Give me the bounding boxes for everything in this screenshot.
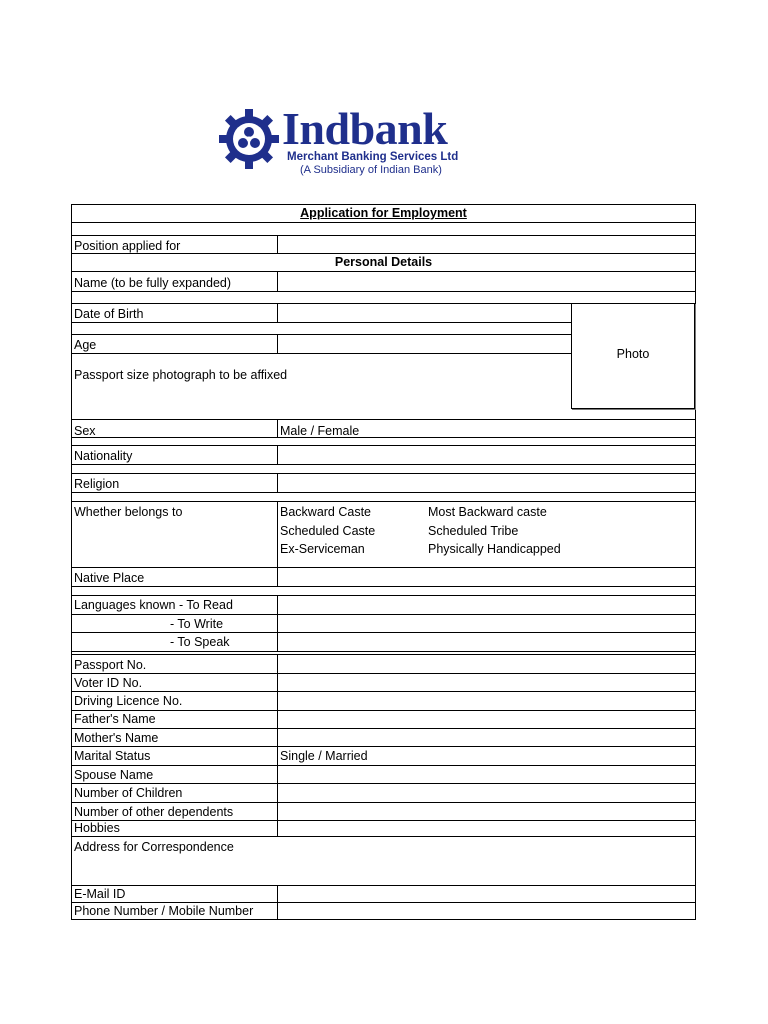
children-label: Number of Children bbox=[74, 786, 183, 800]
rule bbox=[71, 595, 696, 596]
logo-brand: Indbank bbox=[282, 103, 448, 154]
column-divider bbox=[277, 419, 278, 437]
rule bbox=[71, 728, 696, 729]
rule bbox=[71, 586, 696, 587]
sex-options[interactable]: Male / Female bbox=[280, 424, 360, 438]
rule bbox=[71, 746, 696, 747]
logo-subtitle: Merchant Banking Services Ltd bbox=[287, 151, 459, 163]
voter-id-label: Voter ID No. bbox=[74, 676, 143, 690]
languages-speak-label: - To Speak bbox=[170, 635, 230, 649]
category-most-backward-caste[interactable]: Most Backward caste bbox=[428, 505, 547, 519]
rule bbox=[71, 334, 571, 335]
employment-application-form bbox=[71, 204, 696, 920]
rule bbox=[71, 654, 696, 655]
rule bbox=[71, 464, 696, 465]
category-ex-serviceman[interactable]: Ex-Serviceman bbox=[280, 542, 365, 556]
passport-label: Passport No. bbox=[74, 658, 147, 672]
hobbies-label: Hobbies bbox=[74, 821, 120, 835]
photo-note: Passport size photograph to be affixed bbox=[74, 368, 288, 382]
rule bbox=[71, 765, 696, 766]
address-label: Address for Correspondence bbox=[74, 840, 234, 854]
column-divider bbox=[277, 501, 278, 567]
form-border-top bbox=[71, 204, 696, 205]
indbank-gear-emblem-icon bbox=[218, 108, 280, 170]
column-divider bbox=[277, 303, 278, 322]
religion-label: Religion bbox=[74, 477, 120, 491]
logo-tagline: (A Subsidiary of Indian Bank) bbox=[300, 164, 442, 176]
rule bbox=[71, 303, 571, 304]
rule bbox=[71, 783, 696, 784]
native-place-label: Native Place bbox=[74, 571, 145, 585]
rule bbox=[71, 501, 696, 502]
category-scheduled-tribe[interactable]: Scheduled Tribe bbox=[428, 524, 519, 538]
category-physically-handicapped[interactable]: Physically Handicapped bbox=[428, 542, 561, 556]
dob-label: Date of Birth bbox=[74, 307, 144, 321]
father-name-label: Father's Name bbox=[74, 712, 156, 726]
marital-status-options[interactable]: Single / Married bbox=[280, 749, 368, 763]
column-divider bbox=[277, 334, 278, 353]
column-divider bbox=[277, 235, 278, 253]
column-divider bbox=[277, 473, 278, 492]
rule bbox=[71, 253, 696, 254]
rule bbox=[71, 419, 696, 420]
rule bbox=[71, 437, 696, 438]
email-label: E-Mail ID bbox=[74, 887, 126, 901]
category-scheduled-caste[interactable]: Scheduled Caste bbox=[280, 524, 376, 538]
rule bbox=[71, 836, 696, 837]
name-label: Name (to be fully expanded) bbox=[74, 276, 232, 290]
rule bbox=[71, 353, 571, 354]
rule bbox=[71, 820, 696, 821]
column-divider bbox=[277, 654, 278, 836]
position-label: Position applied for bbox=[74, 239, 181, 253]
sex-label: Sex bbox=[74, 424, 96, 438]
rule bbox=[71, 492, 696, 493]
belongs-label: Whether belongs to bbox=[74, 505, 183, 519]
rule bbox=[71, 271, 696, 272]
languages-read-label: Languages known - To Read bbox=[74, 598, 233, 612]
rule bbox=[71, 710, 696, 711]
mother-name-label: Mother's Name bbox=[74, 731, 159, 745]
age-label: Age bbox=[74, 338, 97, 352]
column-divider bbox=[277, 445, 278, 464]
dependents-label: Number of other dependents bbox=[74, 805, 234, 819]
driving-licence-label: Driving Licence No. bbox=[74, 694, 183, 708]
rule bbox=[71, 322, 571, 323]
rule bbox=[71, 651, 696, 652]
category-backward-caste[interactable]: Backward Caste bbox=[280, 505, 372, 519]
form-border-right bbox=[695, 204, 696, 920]
rule bbox=[71, 632, 696, 633]
rule bbox=[71, 885, 696, 886]
rule bbox=[71, 802, 696, 803]
section-personal-details: Personal Details bbox=[334, 255, 433, 269]
marital-status-label: Marital Status bbox=[74, 749, 151, 763]
rule bbox=[71, 567, 696, 568]
form-border-bottom bbox=[71, 919, 696, 920]
form-title: Application for Employment bbox=[300, 206, 467, 220]
spouse-name-label: Spouse Name bbox=[74, 768, 154, 782]
rule bbox=[71, 673, 696, 674]
form-border-left bbox=[71, 204, 72, 920]
rule bbox=[71, 291, 696, 292]
photo-box-label: Photo bbox=[616, 347, 650, 361]
indbank-logo bbox=[218, 103, 478, 182]
rule bbox=[71, 222, 696, 223]
column-divider bbox=[277, 567, 278, 586]
rule bbox=[71, 473, 696, 474]
photo-box[interactable] bbox=[571, 303, 695, 409]
phone-label: Phone Number / Mobile Number bbox=[74, 904, 254, 918]
rule bbox=[71, 445, 696, 446]
languages-write-label: - To Write bbox=[170, 617, 224, 631]
rule bbox=[71, 614, 696, 615]
column-divider bbox=[277, 271, 278, 291]
rule bbox=[71, 691, 696, 692]
nationality-label: Nationality bbox=[74, 449, 133, 463]
rule bbox=[71, 235, 696, 236]
column-divider bbox=[277, 595, 278, 651]
column-divider bbox=[277, 885, 278, 920]
rule bbox=[71, 902, 696, 903]
